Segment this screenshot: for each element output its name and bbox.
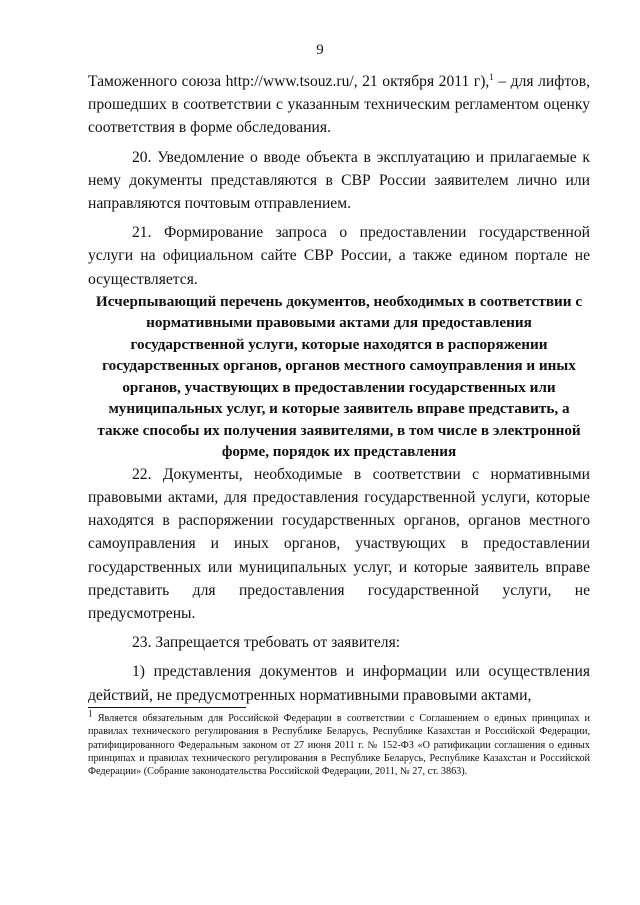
paragraph-21: 21. Формирование запроса о предоставлении государственной услуги на официальном сайте СВР России, а также едином портале не осуществляется. (88, 224, 590, 288)
footnote-text: Является обязательным для Российской Федерации в соответствии с Соглашением о единых принципах и правилах технического регулирования в Республике Беларусь, Республике Казахстан и Российской Федерации, ратифицированного Федеральным законом от 27 июня 2011 г. № 152-ФЗ «О ратификации соглашения о единых принципах и правилах технического регулирования в Республике Беларусь, Республике Казахстан и Российской Федерации» (Собрание законодательства Российской Федерации, 2011, № 27, ст. 3863). (88, 713, 590, 778)
footnote-separator (88, 707, 246, 708)
document-body (88, 70, 590, 707)
paragraph-intro-text: Таможенного союза http://www.tsouz.ru/, 21 октября 2011 г), (88, 73, 490, 90)
footnote-mark: 1 (88, 708, 93, 719)
paragraph-23: 23. Запрещается требовать от заявителя: (132, 634, 401, 652)
paragraph-22: 22. Документы, необходимые в соответствии с нормативными правовыми актами, для предоставления государственной услуги, которые находятся в распоряжении государственных органов, органов местного самоуправления и иных органов, участвующих в предоставлении государственных или муниципальных услуг, и которые заявитель вправе представить для предоставления государственной услуги, не предусмотрены. (88, 465, 590, 623)
section-heading: Исчерпывающий перечень документов, необходимых в соответствии с нормативными правовыми актами для предоставления государственной услуги, которые находятся в распоряжении государственных органов, органов местного самоуправления и иных органов, участвующих в предоставлении государственных или муниципальных услуг, и которые заявитель вправе представить, а также способы их получения заявителями, в том числе в электронной форме, порядок их представления (95, 292, 583, 461)
footnote-reference: 1 (489, 71, 494, 82)
paragraph-23-item-1: 1) представления документов и информации или осуществления действий, не предусмотренных нормативными правовыми актами, (88, 663, 590, 704)
paragraph-intro (88, 70, 590, 140)
footnote (88, 708, 590, 778)
paragraph-intro-rest: – для лифтов, прошедших в соответствии с указанным техническим регламентом оценку соответствия в форме обследования. (88, 73, 590, 137)
paragraph-20: 20. Уведомление о вводе объекта в эксплуатацию и прилагаемые к нему документы представляются в СВР России заявителем лично или направляются почтовым отправлением. (88, 148, 590, 213)
page-number: 9 (316, 42, 324, 58)
